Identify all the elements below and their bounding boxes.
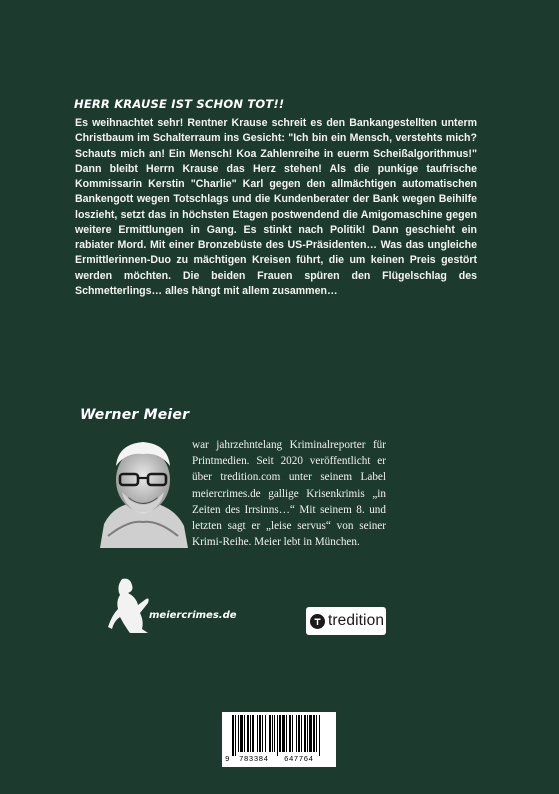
barcode-bar — [259, 715, 261, 752]
author-name: Werner Meier — [80, 407, 190, 423]
barcode-bar — [301, 715, 302, 752]
barcode-bar — [265, 715, 266, 752]
barcode-bar — [286, 715, 287, 752]
barcode-bar — [282, 715, 285, 752]
barcode-bar — [307, 715, 308, 752]
barcode-bar — [319, 715, 320, 756]
barcode-bar — [292, 715, 293, 752]
barcode-bar — [240, 715, 243, 752]
isbn-left-group: 783384 — [239, 756, 269, 764]
silhouette-logo-icon — [108, 577, 152, 635]
tredition-logo-icon — [310, 614, 325, 629]
barcode-bar — [257, 715, 258, 752]
brand-label: meiercrimes.de — [149, 610, 237, 621]
author-bio: war jahrzehntelang Kriminalreporter für Printmedien. Seit 2020 veröffentlicht er über tredition.com unter seinem Label meiercrimes.de gallige Krisenkrimis „in Zeiten des Irrsinns…“ Mit seinem 8. und letzten sagt er „leise servus“ von seiner Krimi-Reihe. Meier lebt in München. — [192, 439, 386, 549]
isbn-barcode — [222, 712, 336, 767]
barcode-bar — [269, 715, 271, 752]
barcode-bar — [272, 715, 273, 752]
barcode-bar — [235, 715, 236, 756]
publisher-logo — [306, 607, 386, 635]
barcode-bar — [316, 715, 317, 752]
barcode-bar — [279, 715, 281, 752]
publisher-label: tredition — [328, 612, 385, 629]
barcode-bar — [313, 715, 315, 752]
barcode-bars — [222, 712, 336, 756]
barcode-bar — [289, 715, 291, 752]
blurb-text: Es weihnachtet sehr! Rentner Krause schreit es den Bankangestellten unterm Christbaum im Schalterraum ins Gesicht: "Ich bin ein Mensch, verstehts mich? Schauts mich an! Ein Mensch! Koa Zahlenreihe in euerm Scheißalgorithmus!" Dann bleibt Herrn Krause das Herz stehen! Als die punkige taufrische Kommissarin Kerstin "Charlie" Karl gegen den allmächtigen automatischen Bankengott wegen Totschlags und die Kundenberater der Bank wegen Beihilfe loszieht, setzt das in höchsten Etagen postwendend die Amigomaschine gegen weitere Ermittlungen in Gang. Es stinkt nach Politik! Dann geschieht ein rabiater Mord. Mit einer Bronzebüste des US-Präsidenten… Was das ungleiche Ermittlerinnen-Duo zu mächtigen Kreisen führt, die um keinen Preis gestört werden möchten. Die beiden Frauen spüren den Flügelschlag des Schmetterlings… alles hängt mit allem zusammen… — [75, 117, 477, 297]
isbn-first-digit: 9 — [225, 756, 230, 764]
barcode-bar — [252, 715, 254, 752]
barcode-bar — [277, 715, 278, 756]
barcode-bar — [296, 715, 297, 752]
barcode-bar — [262, 715, 263, 752]
barcode-bar — [238, 715, 239, 752]
barcode-bar — [298, 715, 300, 752]
barcode-bar — [309, 715, 312, 752]
isbn-digits — [222, 756, 336, 766]
author-photo — [98, 436, 188, 548]
barcode-bar — [250, 715, 251, 752]
barcode-bar — [274, 715, 275, 752]
headline: HERR KRAUSE IST SCHON TOT!! — [74, 97, 285, 111]
barcode-bar — [247, 715, 249, 752]
barcode-bar — [244, 715, 245, 752]
isbn-right-group: 647764 — [284, 756, 314, 764]
barcode-bar — [232, 715, 234, 756]
barcode-bar — [304, 715, 306, 752]
